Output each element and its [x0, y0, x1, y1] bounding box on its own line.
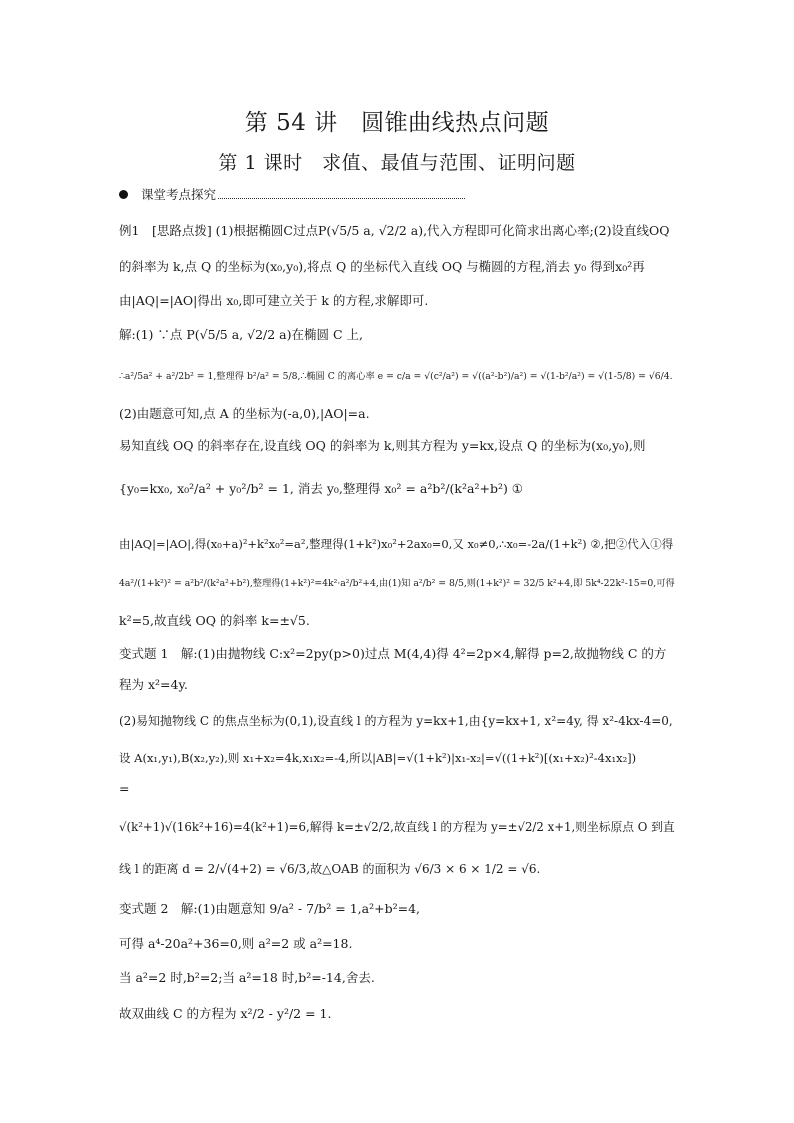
text-line-16: =	[119, 781, 130, 796]
text-line-4: 解:(1) ∵点 P(√5/5 a, √2/2 a)在椭圆 C 上,	[119, 327, 363, 342]
text-line-5: ∴a²/5a² + a²/2b² = 1,整理得 b²/a² = 5/8,∴椭圆 C 的离心率 e = c/a = √(c²/a²) = √((a²-b²)/a²) = √(1-b²/a²) = √(1-5/8) = √6/4.	[119, 371, 673, 382]
text-line-9: 由|AQ|=|AO|,得(x₀+a)²+k²x₀²=a²,整理得(1+k²)x₀²+2ax₀=0,又 x₀≠0,∴x₀=-2a/(1+k²) ②,把②代入①得	[119, 537, 674, 551]
lecture-title: 第 54 讲 圆锥曲线热点问题	[244, 110, 550, 136]
text-line-1: 例1 [思路点拨] (1)根据椭圆C过点P(√5/5 a, √2/2 a),代入方程即可化简求出离心率;(2)设直线OQ	[119, 223, 670, 238]
text-line-12: 变式题 1 解:(1)由抛物线 C:x²=2py(p>0)过点 M(4,4)得 4²=2p×4,解得 p=2,故抛物线 C 的方	[119, 646, 667, 661]
text-line-2: 的斜率为 k,点 Q 的坐标为(x₀,y₀),将点 Q 的坐标代入直线 OQ 与椭圆的方程,消去 y₀ 得到x₀²再	[119, 259, 645, 274]
section-label: 课堂考点探究	[141, 187, 217, 202]
text-line-6: (2)由题意可知,点 A 的坐标为(-a,0),|AO|=a.	[119, 406, 370, 421]
text-line-3: 由|AQ|=|AO|得出 x₀,即可建立关于 k 的方程,求解即可.	[119, 293, 429, 308]
bullet-icon	[119, 190, 128, 199]
text-line-17: √(k²+1)√(16k²+16)=4(k²+1)=6,解得 k=±√2/2,故直线 l 的方程为 y=±√2/2 x+1,则坐标原点 O 到直	[119, 820, 675, 834]
text-line-22: 故双曲线 C 的方程为 x²/2 - y²/2 = 1.	[119, 1006, 332, 1021]
text-line-10: 4a²/(1+k²)² = a²b²/(k²a²+b²),整理得(1+k²)²=4k²·a²/b²+4,由(1)知 a²/b² = 8/5,则(1+k²)² = 32/5 k²+4,即 5k⁴-22k²-15=0,可得	[119, 578, 675, 589]
text-line-18: 线 l 的距离 d = 2/√(4+2) = √6/3,故△OAB 的面积为 √6/3 × 6 × 1/2 = √6.	[119, 862, 541, 876]
text-line-8: {y₀=kx₀, x₀²/a² + y₀²/b² = 1, 消去 y₀,整理得 x₀² = a²b²/(k²a²+b²) ①	[119, 481, 524, 496]
text-line-14: (2)易知抛物线 C 的焦点坐标为(0,1),设直线 l 的方程为 y=kx+1,由{y=kx+1, x²=4y, 得 x²-4kx-4=0,	[119, 714, 673, 728]
lesson-subtitle: 第 1 课时 求值、最值与范围、证明问题	[218, 152, 576, 174]
text-line-13: 程为 x²=4y.	[119, 677, 188, 692]
text-line-7: 易知直线 OQ 的斜率存在,设直线 OQ 的斜率为 k,则其方程为 y=kx,设点 Q 的坐标为(x₀,y₀),则	[119, 438, 646, 453]
text-line-19: 变式题 2 解:(1)由题意知 9/a² - 7/b² = 1,a²+b²=4,	[119, 901, 420, 916]
section-heading	[119, 187, 465, 203]
text-line-15: 设 A(x₁,y₁),B(x₂,y₂),则 x₁+x₂=4k,x₁x₂=-4,所以|AB|=√(1+k²)|x₁-x₂|=√((1+k²)[(x₁+x₂)²-4x₁x₂])	[119, 751, 637, 765]
text-line-21: 当 a²=2 时,b²=2;当 a²=18 时,b²=-14,舍去.	[119, 970, 375, 985]
text-line-11: k²=5,故直线 OQ 的斜率 k=±√5.	[119, 613, 310, 628]
text-line-20: 可得 a⁴-20a²+36=0,则 a²=2 或 a²=18.	[119, 936, 353, 951]
